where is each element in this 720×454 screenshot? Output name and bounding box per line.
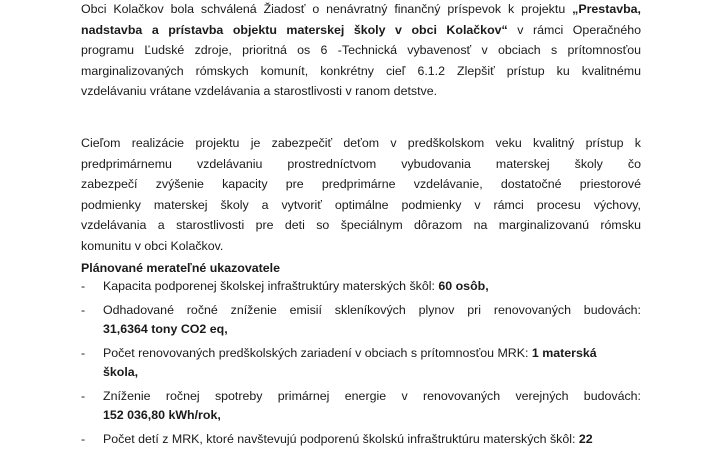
- indicator-item: [81, 430, 641, 449]
- project-approval-paragraph: [81, 0, 641, 102]
- paragraph-line: vzdelávania a starostlivosti pre deti so špeciálnym dôrazom na marginalizovanú rómsku: [81, 218, 641, 233]
- paragraph-line: Cieľom realizácie projektu je zabezpečiť deťom v predškolskom veku kvalitný prístup k: [81, 136, 641, 150]
- bullet-dash: -: [81, 303, 86, 317]
- paragraph-line: podmienky materskej školy a vytvoriť optimálne podmienky v rámci procesu výchovy,: [81, 197, 641, 212]
- paragraph-line: programu Ľudské zdroje, prioritná os 6 -Technická vybavenosť v obciach s prítomnosťou: [81, 43, 641, 58]
- paragraph-line: nadstavba a prístavba objektu materskej školy v obci Kolačkov“ v rámci Operačného: [81, 22, 641, 37]
- paragraph-line: marginalizovaných rómskych komunít, konkrétny cieľ 6.1.2 Zlepšiť prístup ku kvalitnému: [81, 63, 641, 78]
- indicators-heading: Plánované merateľné ukazovatele: [81, 261, 280, 275]
- indicator-line: Počet detí z MRK, ktoré navštevujú podporenú školskú infraštruktúru materských škôl: 22: [103, 432, 593, 446]
- paragraph-line: vzdelávaniu vrátane vzdelávania a starostlivosti v ranom detstve.: [81, 84, 438, 99]
- indicators-list: [81, 277, 641, 454]
- paragraph-line: zabezpečí zvýšenie kapacity pre predprimárne vzdelávanie, dostatočné priestorové: [81, 177, 641, 192]
- bullet-dash: -: [81, 346, 86, 360]
- project-goal-paragraph: [81, 133, 641, 257]
- indicator-item: [81, 277, 641, 296]
- paragraph-line: Obci Kolačkov bola schválená Žiadosť o nenávratný finančný príspevok k projektu „Prestavba,: [81, 2, 641, 16]
- bullet-dash: -: [81, 432, 86, 446]
- indicator-item: [81, 387, 641, 425]
- indicator-item: [81, 344, 641, 382]
- paragraph-line: predprimárnemu vzdelávaniu prostredníctvom vybudovania materskej školy čo: [81, 156, 641, 171]
- indicator-line: Zníženie ročnej spotreby primárnej energie v renovovaných verejných budovách:: [103, 389, 641, 403]
- indicator-value: škola,: [103, 365, 139, 379]
- indicator-item: [81, 301, 641, 339]
- paragraph-line: komunitu v obci Kolačkov.: [81, 238, 224, 253]
- indicator-line: Odhadované ročné zníženie emisií skleníkových plynov pri renovovaných budovách:: [103, 303, 641, 317]
- bullet-dash: -: [81, 389, 86, 403]
- bullet-dash: -: [81, 279, 86, 293]
- indicator-value: 31,6364 tony CO2 eq,: [103, 322, 228, 336]
- indicator-line: Kapacita podporenej školskej infraštruktúry materských škôl: 60 osôb,: [103, 279, 489, 293]
- indicator-value: 152 036,80 kWh/rok,: [103, 408, 221, 422]
- indicator-line: Počet renovovaných predškolských zariadení v obciach s prítomnosťou MRK: 1 materská: [103, 346, 597, 360]
